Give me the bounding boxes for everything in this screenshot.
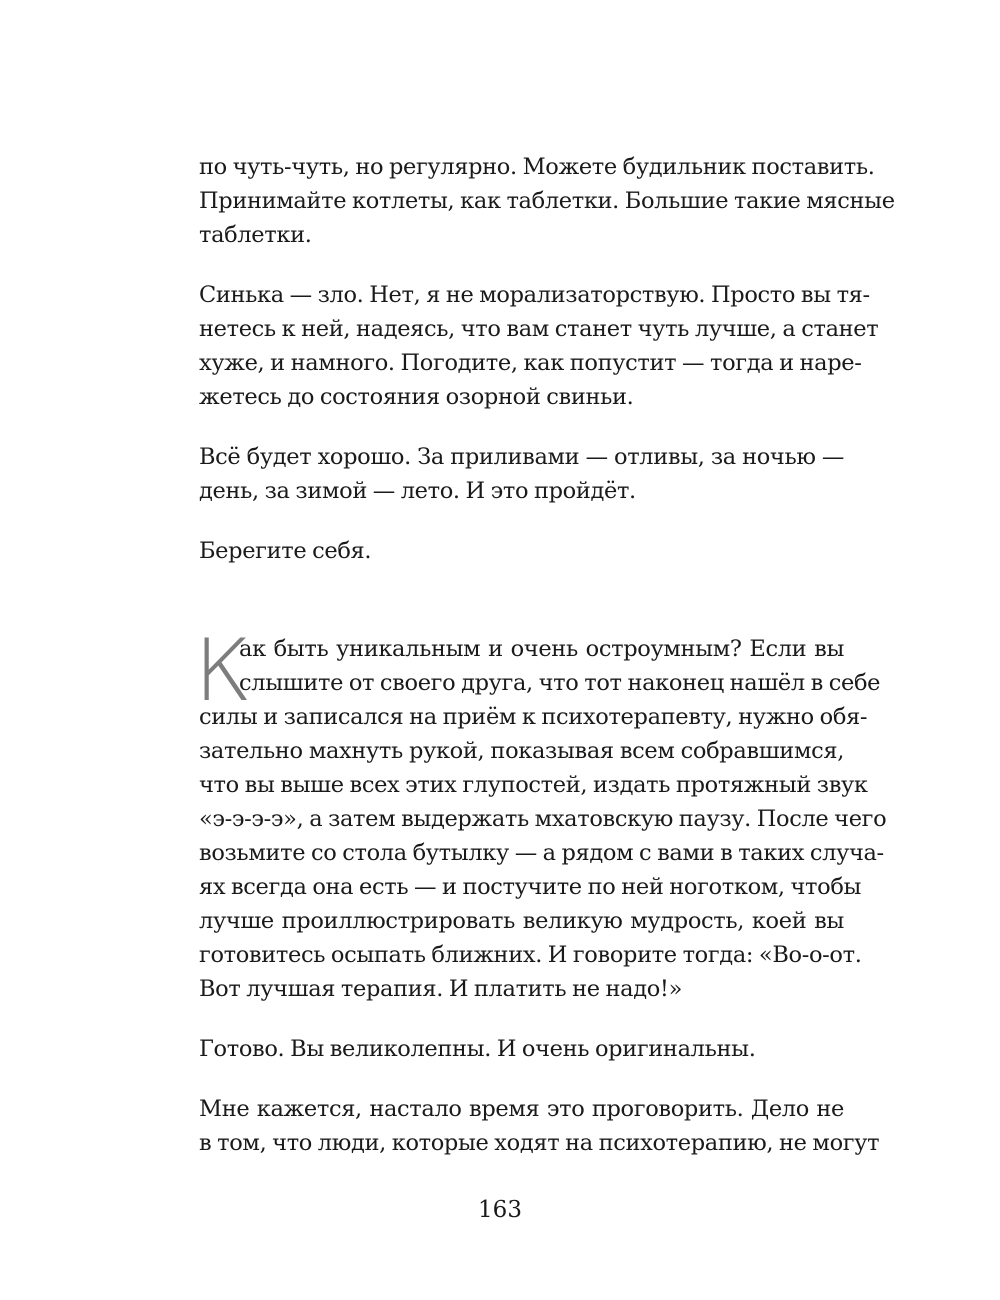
paragraph-gap (199, 1006, 844, 1032)
paragraph-gap (199, 414, 844, 440)
paragraph-6 (199, 1032, 844, 1066)
text-line: Вот лучшая терапия. И платить не надо!» (199, 976, 683, 1002)
page-body (194, 150, 895, 1160)
text-line: Готово. Вы великолепны. И очень оригинальны. (199, 1036, 756, 1062)
text-line: хуже, и намного. Погодите, как попустит — тогда и наре- (199, 350, 862, 376)
text-line: жетесь до состояния озорной свиньи. (199, 384, 634, 410)
paragraph-gap (199, 1066, 844, 1092)
text-line: таблетки. (199, 222, 312, 248)
text-line: «э-э-э-э», а затем выдержать мхатовскую паузу. После чего (199, 806, 887, 832)
text-line: день, за зимой — лето. И это пройдёт. (199, 478, 636, 504)
text-line: ак быть уникальным и очень остроумным? Если вы (239, 636, 844, 662)
drop-cap: К (194, 621, 252, 721)
text-line: Берегите себя. (199, 538, 372, 564)
text-line: зательно махнуть рукой, показывая всем собравшимся, (199, 738, 844, 764)
text-line: Синька — зло. Нет, я не морализаторствую. Просто вы тя- (199, 282, 870, 308)
text-line: ях всегда она есть — и постучите по ней ноготком, чтобы (199, 874, 862, 900)
section-gap (199, 568, 844, 632)
text-line: готовитесь осыпать ближних. И говорите тогда: «Во-о-от. (199, 942, 862, 968)
paragraph-3 (199, 440, 844, 508)
paragraph-5 (194, 621, 887, 1006)
text-line: что вы выше всех этих глупостей, издать протяжный звук (199, 772, 868, 798)
text-line: слышите от своего друга, что тот наконец нашёл в себе (239, 670, 881, 696)
text-line: нетесь к ней, надеясь, что вам станет чуть лучше, а станет (199, 316, 879, 342)
text-line: Всё будет хорошо. За приливами — отливы, за ночью — (199, 444, 844, 470)
text-line: Принимайте котлеты, как таблетки. Большие такие мясные (199, 188, 895, 214)
text-line: в том, что люди, которые ходят на психотерапию, не могут (199, 1130, 880, 1156)
page-number: 163 (478, 1197, 522, 1223)
paragraph-7 (199, 1092, 880, 1160)
paragraph-2 (199, 278, 879, 414)
paragraph-gap (199, 252, 844, 278)
text-line: возьмите со стола бутылку — а рядом с вами в таких случа- (199, 840, 884, 866)
paragraph-4 (199, 534, 844, 568)
text-line: лучше проиллюстрировать великую мудрость, коей вы (199, 908, 844, 934)
text-line: Мне кажется, настало время это проговорить. Дело не (199, 1096, 844, 1122)
text-line: силы и записался на приём к психотерапевту, нужно обя- (199, 704, 868, 730)
paragraph-gap (199, 508, 844, 534)
paragraph-1 (199, 150, 895, 252)
text-line: по чуть-чуть, но регулярно. Можете будильник поставить. (199, 154, 875, 180)
